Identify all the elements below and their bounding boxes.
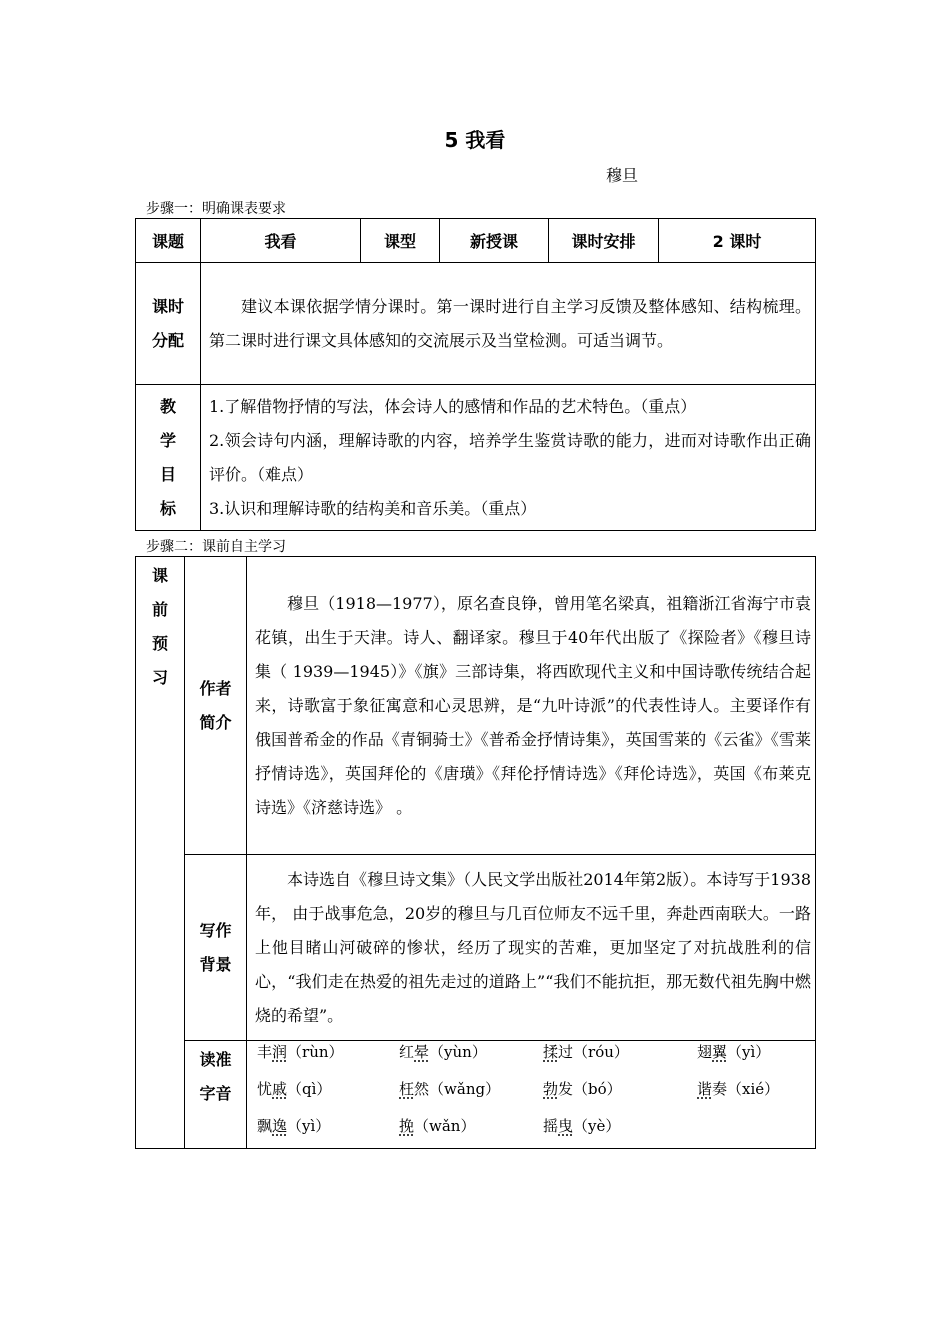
target-character: 润 xyxy=(272,1043,288,1061)
preview-table xyxy=(135,556,816,1149)
period-row xyxy=(136,263,816,385)
author-intro-text: 穆旦（1918—1977），原名查良铮，曾用笔名梁真，祖籍浙江省海宁市袁花镇，出生于天津。诗人、翻译家。穆旦于40年代出版了《探险者》《穆旦诗集（ 1939—1945）》《旗》三部诗集，将西欧现代主义和中国诗歌传统结合起来，诗歌富于象征寓意和心灵思辨，是“九叶诗派”的代表性诗人。主要译作有俄国普希金的作品《青铜骑士》《普希金抒情诗集》，英国雪莱的《云雀》《雪莱抒情诗选》，英国拜伦的《唐璜》《拜伦抒情诗选》《拜伦诗选》，英国《布莱克诗选》《济慈诗选》 。 xyxy=(247,557,816,855)
target-character: 戚 xyxy=(272,1080,288,1098)
author-intro-label: 作者 简介 xyxy=(185,557,247,855)
target-character: 曳 xyxy=(558,1117,574,1135)
header-schedule-value: 2 课时 xyxy=(659,219,816,263)
pronunciation-item: 谐奏（xié） xyxy=(697,1080,780,1098)
goals-list xyxy=(201,385,816,531)
background-label: 写作 背景 xyxy=(185,855,247,1041)
background-row xyxy=(136,855,816,1041)
pronunciation-item: 勃发（bó） xyxy=(543,1080,622,1098)
pronunciation-grid xyxy=(247,1041,816,1149)
author-name: 穆旦 xyxy=(606,166,639,185)
pinyin: （yì） xyxy=(287,1117,331,1135)
target-character: 枉 xyxy=(399,1080,415,1098)
pinyin: （xié） xyxy=(727,1080,780,1098)
header-topic-value: 我看 xyxy=(201,219,361,263)
pinyin: （wǎng） xyxy=(429,1080,501,1098)
pinyin: （yì） xyxy=(727,1043,771,1061)
pronunciation-item xyxy=(399,1115,475,1136)
pronunciation-item: 揉过（róu） xyxy=(543,1043,629,1061)
pinyin: （yè） xyxy=(573,1117,621,1135)
pronunciation-item: 枉然（wǎng） xyxy=(399,1080,501,1098)
target-character: 挽 xyxy=(399,1117,415,1135)
step1-label: 步骤一：明确课表要求 xyxy=(146,201,286,217)
pronunciation-item: 翅翼（yì） xyxy=(697,1043,771,1061)
header-type-value: 新授课 xyxy=(440,219,549,263)
pinyin: （rùn） xyxy=(287,1043,344,1061)
period-text: 建议本课依据学情分课时。第一课时进行自主学习反馈及整体感知、结构梳理。第二课时进行课文具体感知的交流展示及当堂检测。可适当调节。 xyxy=(201,263,816,385)
pinyin: （wǎn） xyxy=(414,1117,476,1135)
pronunciation-item: 红晕（yùn） xyxy=(399,1043,487,1061)
target-character: 勃 xyxy=(543,1080,559,1098)
header-topic-label: 课题 xyxy=(136,219,201,263)
step2-label: 步骤二：课前自主学习 xyxy=(146,539,286,555)
background-text: 本诗选自《穆旦诗文集》（人民文学出版社2014年第2版）。本诗写于1938年， 由于战事危急，20岁的穆旦与几百位师友不远千里，奔赴西南联大。一路上他目睹山河破碎的惨状，经历了现实的苦难，更加坚定了对抗战胜利的信心，“我们走在热爱的祖先走过的道路上”“我们不能抗拒，那无数代祖先胸中燃烧的希望”。 xyxy=(247,855,816,1041)
target-character: 晕 xyxy=(414,1043,430,1061)
pinyin: （bó） xyxy=(573,1080,622,1098)
pinyin: （róu） xyxy=(573,1043,629,1061)
course-table xyxy=(135,218,816,531)
goals-label: 教 学 目 标 xyxy=(136,385,201,531)
pronunciation-item: 忧戚（qì） xyxy=(257,1080,332,1098)
goals-row xyxy=(136,385,816,531)
target-character: 揉 xyxy=(543,1043,559,1061)
pronunciation-label: 读准 字音 xyxy=(185,1041,247,1149)
table-header-row xyxy=(136,219,816,263)
header-type-label: 课型 xyxy=(361,219,440,263)
pronunciation-item: 丰润（rùn） xyxy=(257,1043,344,1061)
author-row xyxy=(136,557,816,855)
header-schedule-label: 课时安排 xyxy=(549,219,659,263)
period-label: 课时 分配 xyxy=(136,263,201,385)
target-character: 逸 xyxy=(272,1117,288,1135)
page-title: 5 我看 xyxy=(444,128,506,152)
goal-item: 1.了解借物抒情的写法，体会诗人的感情和作品的艺术特色。（重点） xyxy=(209,396,697,416)
pinyin: （qì） xyxy=(287,1080,332,1098)
target-character: 翼 xyxy=(712,1043,728,1061)
pronunciation-row xyxy=(136,1041,816,1149)
preview-side-label: 课 前 预 习 xyxy=(136,557,185,1149)
target-character: 谐 xyxy=(697,1080,713,1098)
pronunciation-item: 摇曳（yè） xyxy=(543,1117,621,1135)
goal-item: 2.领会诗句内涵，理解诗歌的内容，培养学生鉴赏诗歌的能力，进而对诗歌作出正确评价。（难点） xyxy=(209,430,811,484)
pronunciation-item: 飘逸（yì） xyxy=(257,1117,331,1135)
pinyin: （yùn） xyxy=(429,1043,487,1061)
goal-item: 3.认识和理解诗歌的结构美和音乐美。（重点） xyxy=(209,498,537,518)
